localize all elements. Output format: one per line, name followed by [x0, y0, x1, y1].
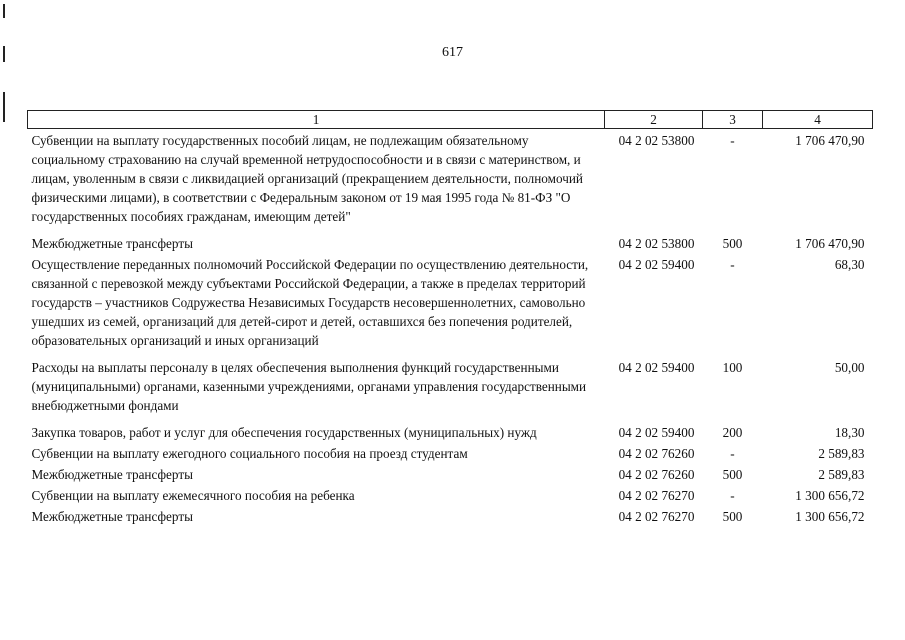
table-row	[28, 129, 873, 233]
row-code: 04 2 02 76260	[618, 446, 695, 461]
table-row	[28, 356, 873, 421]
header-row	[28, 111, 873, 129]
row-name: Закупка товаров, работ и услуг для обеспечения государственных (муниципальных) нужд	[31, 425, 537, 440]
row-expense-type: 500	[722, 236, 743, 251]
row-amount: 1 300 656,72	[795, 488, 865, 503]
budget-table	[27, 110, 873, 526]
row-expense-type: 200	[722, 425, 743, 440]
table-header	[28, 111, 873, 129]
column-header-3: 3	[703, 111, 763, 129]
scan-edge-mark	[3, 4, 5, 18]
table-row	[28, 484, 873, 505]
row-code: 04 2 02 59400	[618, 257, 695, 272]
row-name: Расходы на выплаты персоналу в целях обеспечения выполнения функций государственными (муниципальными) органами, казенными учреждениями, органами управления государственными внебюджетными фондами	[31, 360, 587, 413]
row-amount: 1 706 470,90	[795, 236, 865, 251]
row-amount: 1 706 470,90	[795, 133, 865, 148]
column-header-1: 1	[28, 111, 605, 129]
table-row	[28, 253, 873, 356]
table-body	[28, 129, 873, 527]
row-expense-type: -	[730, 133, 735, 148]
table-row	[28, 232, 873, 253]
table-row	[28, 463, 873, 484]
row-name: Осуществление переданных полномочий Российской Федерации по осуществлению деятельности, связанной с перевозкой между субъектами Российской Федерации, а также в пределах территорий государств – участников Содружества Независимых Государств несовершеннолетних, самовольно ушедших из семей, организаций для детей-сирот и детей, оставшихся без попечения родителей, образовательных организаций и иных организаций	[31, 257, 589, 348]
row-name: Межбюджетные трансферты	[31, 236, 193, 251]
row-amount: 1 300 656,72	[795, 509, 865, 524]
row-name: Межбюджетные трансферты	[31, 467, 193, 482]
row-code: 04 2 02 59400	[618, 360, 695, 375]
row-expense-type: 100	[722, 360, 743, 375]
row-name: Субвенции на выплату ежегодного социального пособия на проезд студентам	[31, 446, 468, 461]
row-expense-type: -	[730, 446, 735, 461]
column-header-2: 2	[605, 111, 703, 129]
page-number: 617	[442, 45, 463, 60]
row-name: Субвенции на выплату государственных пособий лицам, не подлежащим обязательному социальному страхованию на случай временной нетрудоспособности и в связи с материнством, и лицам, уволенным в связи с ликвидацией организаций (прекращением деятельности, полномочий физическими лицами), в соответствии с Федеральным законом от 19 мая 1995 года № 81-ФЗ "О государственных пособиях гражданам, имеющим детей"	[31, 133, 583, 224]
row-code: 04 2 02 76270	[618, 488, 695, 503]
row-name: Межбюджетные трансферты	[31, 509, 193, 524]
row-expense-type: 500	[722, 509, 743, 524]
row-code: 04 2 02 76270	[618, 509, 695, 524]
table-row	[28, 442, 873, 463]
table-row	[28, 421, 873, 442]
row-code: 04 2 02 59400	[618, 425, 695, 440]
row-code: 04 2 02 76260	[618, 467, 695, 482]
row-code: 04 2 02 53800	[618, 236, 695, 251]
column-header-4: 4	[763, 111, 873, 129]
row-name: Субвенции на выплату ежемесячного пособия на ребенка	[31, 488, 355, 503]
scan-edge-mark	[3, 92, 5, 122]
row-expense-type: -	[730, 488, 735, 503]
row-expense-type: -	[730, 257, 735, 272]
row-expense-type: 500	[722, 467, 743, 482]
row-code: 04 2 02 53800	[618, 133, 695, 148]
table-row	[28, 505, 873, 526]
row-amount: 2 589,83	[818, 446, 865, 461]
row-amount: 2 589,83	[818, 467, 865, 482]
row-amount: 68,30	[834, 257, 865, 272]
row-amount: 50,00	[834, 360, 865, 375]
row-amount: 18,30	[834, 425, 865, 440]
